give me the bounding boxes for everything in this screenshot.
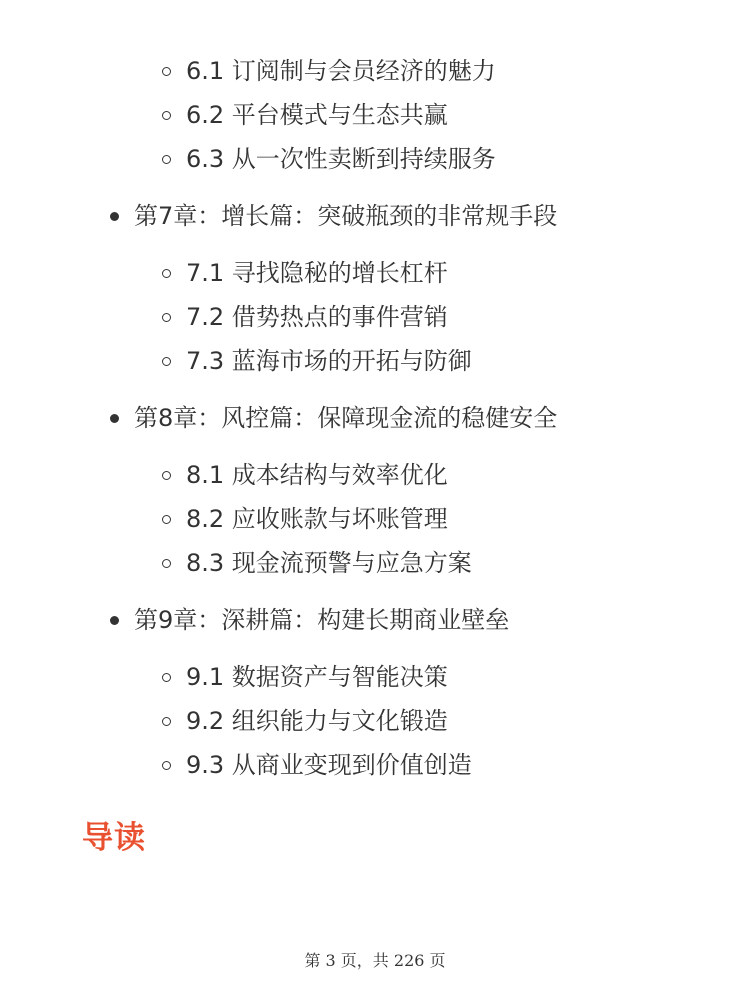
toc-subitem-label: 8.3 现金流预警与应急方案: [186, 549, 472, 577]
filled-bullet-icon: [110, 414, 119, 423]
hollow-bullet-icon: [162, 269, 171, 278]
filled-bullet-icon: [110, 212, 119, 221]
toc-subitem: [162, 53, 496, 89]
toc-subitem: [162, 501, 448, 537]
toc-subitem: [162, 141, 496, 177]
hollow-bullet-icon: [162, 515, 171, 524]
toc-chapter: [110, 400, 557, 436]
toc-chapter-label: 第8章：风控篇：保障现金流的稳健安全: [134, 404, 558, 432]
toc-subitem: [162, 545, 472, 581]
toc-chapter: [110, 602, 509, 638]
toc-subitem: [162, 703, 448, 739]
toc-chapter-label: 第9章：深耕篇：构建长期商业壁垒: [134, 606, 510, 634]
toc-subitem: [162, 255, 448, 291]
toc-subitem: [162, 457, 448, 493]
hollow-bullet-icon: [162, 559, 171, 568]
toc-subitem-label: 6.3 从一次性卖断到持续服务: [186, 145, 496, 173]
hollow-bullet-icon: [162, 673, 171, 682]
hollow-bullet-icon: [162, 155, 171, 164]
toc-subitem: [162, 659, 448, 695]
toc-chapter: [110, 198, 557, 234]
hollow-bullet-icon: [162, 357, 171, 366]
toc-subitem: [162, 747, 472, 783]
toc-subitem: [162, 343, 472, 379]
toc-subitem: [162, 97, 448, 133]
hollow-bullet-icon: [162, 67, 171, 76]
filled-bullet-icon: [110, 616, 119, 625]
toc-subitem-label: 9.3 从商业变现到价值创造: [186, 751, 472, 779]
toc-subitem-label: 6.1 订阅制与会员经济的魅力: [186, 57, 496, 85]
toc-subitem-label: 6.2 平台模式与生态共赢: [186, 101, 448, 129]
section-heading-guide: 导读: [82, 820, 146, 856]
toc-chapter-label: 第7章：增长篇：突破瓶颈的非常规手段: [134, 202, 558, 230]
toc-subitem-label: 7.3 蓝海市场的开拓与防御: [186, 347, 472, 375]
toc-subitem-label: 9.1 数据资产与智能决策: [186, 663, 448, 691]
toc-subitem-label: 7.1 寻找隐秘的增长杠杆: [186, 259, 448, 287]
toc-subitem-label: 9.2 组织能力与文化锻造: [186, 707, 448, 735]
hollow-bullet-icon: [162, 313, 171, 322]
hollow-bullet-icon: [162, 761, 171, 770]
toc-subitem-label: 8.2 应收账款与坏账管理: [186, 505, 448, 533]
hollow-bullet-icon: [162, 717, 171, 726]
toc-subitem-label: 7.2 借势热点的事件营销: [186, 303, 448, 331]
hollow-bullet-icon: [162, 111, 171, 120]
toc-subitem: [162, 299, 448, 335]
page-number-footer: 第 3 页，共 226 页: [304, 951, 446, 970]
toc-subitem-label: 8.1 成本结构与效率优化: [186, 461, 448, 489]
hollow-bullet-icon: [162, 471, 171, 480]
